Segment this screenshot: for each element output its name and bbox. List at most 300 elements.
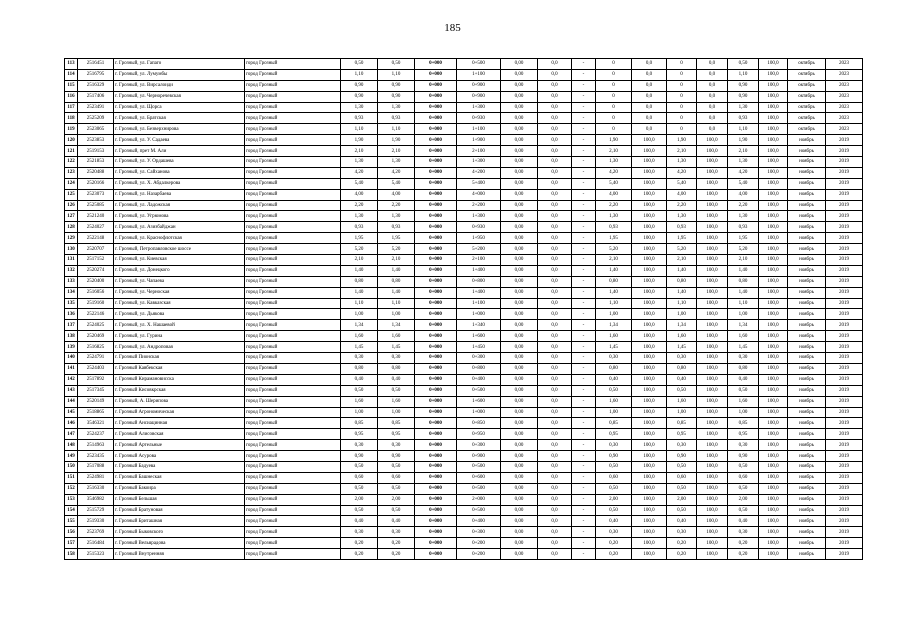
- cell-normative-pct: 100,0: [632, 255, 667, 266]
- cell-road-name: г. Грозный, ул. Азизбайджан: [114, 222, 245, 233]
- cell-normative-pct: 100,0: [632, 200, 667, 211]
- cell-start-km: 0+000: [415, 287, 457, 298]
- cell-locality: город Грозный: [245, 429, 341, 440]
- cell-month: ноябрь: [788, 342, 826, 353]
- cell-condition-pct: 100,0: [697, 516, 728, 527]
- cell-dash: -: [572, 211, 596, 222]
- cell-month: ноябрь: [788, 331, 826, 342]
- cell-year: 2019: [826, 472, 863, 483]
- cell-road-name: г. Грозный, ул. Черноская: [114, 287, 245, 298]
- table-row: [65, 124, 863, 135]
- cell-year: 2019: [826, 516, 863, 527]
- cell-condition-pct: 100,0: [697, 309, 728, 320]
- cell-normative-pct: 100,0: [632, 374, 667, 385]
- cell-dash: -: [572, 494, 596, 505]
- cell-road-id: 2516484: [78, 538, 114, 549]
- cell-road-id: 2520166: [78, 178, 114, 189]
- cell-regional-pct: 0,0: [538, 374, 572, 385]
- table-row: [65, 505, 863, 516]
- cell-row-index: 118: [65, 113, 78, 124]
- cell-length-total: 4,20: [341, 167, 378, 178]
- table-row: [65, 135, 863, 146]
- cell-end-km: 0+500: [457, 385, 501, 396]
- cell-normative-km: 0: [596, 91, 632, 102]
- cell-start-km: 0+000: [415, 505, 457, 516]
- cell-end-km: 0+900: [457, 80, 501, 91]
- table-row: [65, 233, 863, 244]
- cell-condition-km: 4,00: [667, 189, 697, 200]
- cell-regional-km: 0,00: [501, 233, 538, 244]
- cell-normative-km: 4,20: [596, 167, 632, 178]
- cell-normative-km: 1,34: [596, 320, 632, 331]
- cell-regional-pct: 0,0: [538, 549, 572, 560]
- cell-condition-pct: 100,0: [697, 200, 728, 211]
- cell-dash: -: [572, 80, 596, 91]
- cell-normative-pct: 100,0: [632, 472, 667, 483]
- cell-length-municipal: 0,30: [378, 440, 415, 451]
- table-row: [65, 342, 863, 353]
- cell-length-total: 1,90: [341, 135, 378, 146]
- cell-end-km: 0+200: [457, 538, 501, 549]
- cell-locality: город Грозный: [245, 483, 341, 494]
- cell-repair-pct: 100,0: [759, 233, 788, 244]
- cell-length-municipal: 0,80: [378, 276, 415, 287]
- cell-condition-pct: 100,0: [697, 331, 728, 342]
- cell-road-id: 2520469: [78, 331, 114, 342]
- cell-month: ноябрь: [788, 167, 826, 178]
- cell-normative-pct: 100,0: [632, 363, 667, 374]
- cell-start-km: 0+000: [415, 146, 457, 157]
- cell-normative-km: 1,60: [596, 331, 632, 342]
- cell-length-municipal: 0,30: [378, 527, 415, 538]
- cell-repair-pct: 100,0: [759, 407, 788, 418]
- cell-condition-pct: 100,0: [697, 157, 728, 168]
- cell-locality: город Грозный: [245, 200, 341, 211]
- cell-year: 2019: [826, 353, 863, 364]
- cell-month: октябрь: [788, 102, 826, 113]
- table-row: [65, 516, 863, 527]
- cell-end-km: 0+300: [457, 353, 501, 364]
- cell-road-name: г. Грозный, ул. Гурина: [114, 331, 245, 342]
- cell-month: ноябрь: [788, 298, 826, 309]
- cell-repair-km: 4,00: [728, 189, 759, 200]
- cell-condition-pct: 100,0: [697, 396, 728, 407]
- cell-regional-pct: 0,0: [538, 396, 572, 407]
- cell-start-km: 0+000: [415, 527, 457, 538]
- cell-regional-km: 0,00: [501, 167, 538, 178]
- cell-locality: город Грозный: [245, 353, 341, 364]
- cell-normative-km: 0,50: [596, 505, 632, 516]
- cell-regional-pct: 0,0: [538, 309, 572, 320]
- cell-row-index: 132: [65, 265, 78, 276]
- cell-road-name: г. Грозный Быковского: [114, 527, 245, 538]
- cell-normative-pct: 0,0: [632, 102, 667, 113]
- cell-condition-km: 0,60: [667, 472, 697, 483]
- cell-month: ноябрь: [788, 287, 826, 298]
- cell-length-municipal: 0,90: [378, 80, 415, 91]
- cell-length-municipal: 0,50: [378, 461, 415, 472]
- cell-month: октябрь: [788, 113, 826, 124]
- cell-year: 2019: [826, 440, 863, 451]
- cell-length-total: 0,40: [341, 516, 378, 527]
- cell-row-index: 127: [65, 211, 78, 222]
- cell-regional-km: 0,00: [501, 320, 538, 331]
- cell-end-km: 0+800: [457, 363, 501, 374]
- cell-condition-km: 0: [667, 124, 697, 135]
- table-row: [65, 59, 863, 70]
- cell-start-km: 0+000: [415, 407, 457, 418]
- cell-year: 2023: [826, 91, 863, 102]
- cell-regional-km: 0,00: [501, 331, 538, 342]
- table-row: [65, 472, 863, 483]
- cell-regional-km: 0,00: [501, 276, 538, 287]
- cell-start-km: 0+000: [415, 124, 457, 135]
- cell-road-name: г. Грозный, ул. Х. Нашаевой: [114, 320, 245, 331]
- cell-regional-pct: 0,0: [538, 429, 572, 440]
- cell-regional-km: 0,00: [501, 363, 538, 374]
- cell-length-municipal: 2,00: [378, 494, 415, 505]
- cell-repair-pct: 100,0: [759, 451, 788, 462]
- cell-road-name: г. Грозный, ул. Х. Абдалкерова: [114, 178, 245, 189]
- cell-road-name: г. Грозный, ул. Назарбаева: [114, 189, 245, 200]
- cell-month: ноябрь: [788, 135, 826, 146]
- table-row: [65, 331, 863, 342]
- cell-locality: город Грозный: [245, 222, 341, 233]
- cell-road-id: 2524403: [78, 363, 114, 374]
- cell-year: 2019: [826, 396, 863, 407]
- cell-length-municipal: 4,00: [378, 189, 415, 200]
- cell-dash: -: [572, 429, 596, 440]
- cell-normative-pct: 0,0: [632, 69, 667, 80]
- cell-regional-km: 0,00: [501, 124, 538, 135]
- cell-road-name: г. Грозный, ул. Кавказская: [114, 298, 245, 309]
- cell-locality: город Грозный: [245, 178, 341, 189]
- cell-repair-km: 0,60: [728, 472, 759, 483]
- cell-length-municipal: 0,40: [378, 374, 415, 385]
- cell-normative-pct: 0,0: [632, 124, 667, 135]
- cell-row-index: 123: [65, 167, 78, 178]
- cell-road-name: г. Грозный, ул. Сайханова: [114, 167, 245, 178]
- cell-repair-pct: 100,0: [759, 472, 788, 483]
- cell-repair-pct: 100,0: [759, 255, 788, 266]
- cell-end-km: 1+900: [457, 135, 501, 146]
- cell-end-km: 4+200: [457, 167, 501, 178]
- cell-repair-pct: 100,0: [759, 549, 788, 560]
- cell-normative-pct: 100,0: [632, 309, 667, 320]
- cell-year: 2019: [826, 211, 863, 222]
- cell-start-km: 0+000: [415, 353, 457, 364]
- cell-condition-km: 0: [667, 69, 697, 80]
- table-row: [65, 287, 863, 298]
- cell-road-id: 2524237: [78, 429, 114, 440]
- cell-road-name: г. Грозный Вельврадова: [114, 538, 245, 549]
- cell-locality: город Грозный: [245, 189, 341, 200]
- cell-regional-pct: 0,0: [538, 222, 572, 233]
- cell-repair-pct: 100,0: [759, 342, 788, 353]
- cell-condition-km: 1,30: [667, 157, 697, 168]
- cell-regional-pct: 0,0: [538, 385, 572, 396]
- table-row: [65, 146, 863, 157]
- cell-road-name: г. Грозный, ул. Братская: [114, 113, 245, 124]
- cell-row-index: 150: [65, 461, 78, 472]
- cell-year: 2019: [826, 429, 863, 440]
- cell-normative-pct: 100,0: [632, 135, 667, 146]
- cell-normative-pct: 100,0: [632, 244, 667, 255]
- cell-road-id: 2520274: [78, 265, 114, 276]
- cell-normative-km: 0,30: [596, 353, 632, 364]
- cell-start-km: 0+000: [415, 374, 457, 385]
- cell-start-km: 0+000: [415, 440, 457, 451]
- cell-regional-km: 0,00: [501, 429, 538, 440]
- cell-repair-km: 1,95: [728, 233, 759, 244]
- cell-repair-km: 4,20: [728, 167, 759, 178]
- cell-repair-pct: 100,0: [759, 276, 788, 287]
- cell-dash: -: [572, 472, 596, 483]
- cell-dash: -: [572, 331, 596, 342]
- cell-year: 2019: [826, 385, 863, 396]
- cell-repair-km: 1,90: [728, 135, 759, 146]
- cell-road-name: г. Грозный, ул. Безверхнирова: [114, 124, 245, 135]
- cell-dash: -: [572, 287, 596, 298]
- cell-locality: город Грозный: [245, 113, 341, 124]
- cell-start-km: 0+000: [415, 472, 457, 483]
- cell-locality: город Грозный: [245, 102, 341, 113]
- cell-regional-km: 0,00: [501, 418, 538, 429]
- cell-month: ноябрь: [788, 189, 826, 200]
- cell-regional-km: 0,00: [501, 353, 538, 364]
- cell-end-km: 0+900: [457, 91, 501, 102]
- cell-road-id: 2517406: [78, 91, 114, 102]
- cell-dash: -: [572, 146, 596, 157]
- cell-normative-pct: 100,0: [632, 178, 667, 189]
- cell-repair-pct: 100,0: [759, 440, 788, 451]
- cell-normative-pct: 100,0: [632, 146, 667, 157]
- cell-normative-pct: 100,0: [632, 157, 667, 168]
- cell-regional-pct: 0,0: [538, 276, 572, 287]
- cell-locality: город Грозный: [245, 157, 341, 168]
- cell-locality: город Грозный: [245, 505, 341, 516]
- cell-condition-pct: 100,0: [697, 189, 728, 200]
- cell-dash: -: [572, 461, 596, 472]
- cell-length-total: 0,50: [341, 483, 378, 494]
- cell-repair-km: 0,50: [728, 59, 759, 70]
- cell-length-total: 0,50: [341, 461, 378, 472]
- cell-repair-km: 0,95: [728, 429, 759, 440]
- cell-repair-km: 1,10: [728, 124, 759, 135]
- cell-length-total: 0,50: [341, 385, 378, 396]
- cell-start-km: 0+000: [415, 233, 457, 244]
- cell-road-name: г. Грозный Бадуева: [114, 461, 245, 472]
- cell-regional-km: 0,00: [501, 516, 538, 527]
- cell-locality: город Грозный: [245, 538, 341, 549]
- cell-normative-pct: 100,0: [632, 298, 667, 309]
- cell-month: ноябрь: [788, 276, 826, 287]
- cell-dash: -: [572, 233, 596, 244]
- cell-road-id: 2517088: [78, 461, 114, 472]
- cell-length-total: 1,40: [341, 287, 378, 298]
- cell-road-name: г. Грозный Внутренняя: [114, 549, 245, 560]
- cell-condition-km: 1,45: [667, 342, 697, 353]
- cell-repair-pct: 100,0: [759, 59, 788, 70]
- cell-repair-km: 5,20: [728, 244, 759, 255]
- cell-regional-pct: 0,0: [538, 255, 572, 266]
- table-row: [65, 418, 863, 429]
- cell-condition-pct: 100,0: [697, 320, 728, 331]
- cell-regional-pct: 0,0: [538, 189, 572, 200]
- cell-regional-pct: 0,0: [538, 167, 572, 178]
- cell-road-id: 2525085: [78, 200, 114, 211]
- cell-row-index: 114: [65, 69, 78, 80]
- cell-normative-pct: 100,0: [632, 505, 667, 516]
- cell-condition-km: 1,95: [667, 233, 697, 244]
- cell-normative-km: 4,00: [596, 189, 632, 200]
- cell-condition-pct: 100,0: [697, 483, 728, 494]
- table-row: [65, 255, 863, 266]
- table-row: [65, 69, 863, 80]
- cell-row-index: 141: [65, 363, 78, 374]
- cell-road-id: 2523853: [78, 135, 114, 146]
- cell-regional-pct: 0,0: [538, 211, 572, 222]
- cell-normative-pct: 100,0: [632, 396, 667, 407]
- cell-condition-km: 1,60: [667, 331, 697, 342]
- cell-dash: -: [572, 124, 596, 135]
- table-row: [65, 91, 863, 102]
- cell-year: 2019: [826, 255, 863, 266]
- cell-locality: город Грозный: [245, 135, 341, 146]
- cell-start-km: 0+000: [415, 102, 457, 113]
- cell-row-index: 143: [65, 385, 78, 396]
- cell-start-km: 0+000: [415, 265, 457, 276]
- cell-row-index: 135: [65, 298, 78, 309]
- cell-repair-km: 1,00: [728, 309, 759, 320]
- cell-year: 2019: [826, 189, 863, 200]
- cell-end-km: 0+400: [457, 374, 501, 385]
- cell-road-id: 2519153: [78, 146, 114, 157]
- cell-normative-km: 0,60: [596, 472, 632, 483]
- cell-repair-km: 0,50: [728, 385, 759, 396]
- cell-end-km: 4+000: [457, 189, 501, 200]
- cell-end-km: 0+950: [457, 429, 501, 440]
- cell-normative-km: 1,40: [596, 287, 632, 298]
- cell-locality: город Грозный: [245, 461, 341, 472]
- cell-start-km: 0+000: [415, 178, 457, 189]
- cell-length-total: 0,20: [341, 538, 378, 549]
- cell-condition-km: 0,40: [667, 516, 697, 527]
- cell-year: 2019: [826, 418, 863, 429]
- cell-length-total: 0,40: [341, 374, 378, 385]
- cell-normative-km: 0: [596, 69, 632, 80]
- cell-end-km: 1+400: [457, 287, 501, 298]
- cell-start-km: 0+000: [415, 331, 457, 342]
- cell-regional-pct: 0,0: [538, 527, 572, 538]
- cell-start-km: 0+000: [415, 91, 457, 102]
- cell-start-km: 0+000: [415, 200, 457, 211]
- cell-length-total: 2,10: [341, 255, 378, 266]
- cell-regional-km: 0,00: [501, 494, 538, 505]
- cell-road-id: 2517152: [78, 255, 114, 266]
- cell-end-km: 0+500: [457, 59, 501, 70]
- cell-regional-km: 0,00: [501, 135, 538, 146]
- cell-year: 2019: [826, 407, 863, 418]
- cell-length-municipal: 1,34: [378, 320, 415, 331]
- cell-repair-pct: 100,0: [759, 331, 788, 342]
- cell-locality: город Грозный: [245, 69, 341, 80]
- cell-dash: -: [572, 320, 596, 331]
- cell-repair-pct: 100,0: [759, 516, 788, 527]
- cell-road-id: 2516056: [78, 287, 114, 298]
- cell-road-id: 2524981: [78, 472, 114, 483]
- cell-repair-pct: 100,0: [759, 505, 788, 516]
- cell-normative-km: 1,40: [596, 265, 632, 276]
- cell-normative-km: 0: [596, 80, 632, 91]
- cell-regional-km: 0,00: [501, 59, 538, 70]
- cell-repair-pct: 100,0: [759, 146, 788, 157]
- cell-month: ноябрь: [788, 222, 826, 233]
- cell-month: ноябрь: [788, 461, 826, 472]
- cell-length-municipal: 0,85: [378, 418, 415, 429]
- cell-normative-km: 0,95: [596, 429, 632, 440]
- cell-regional-pct: 0,0: [538, 102, 572, 113]
- cell-month: октябрь: [788, 91, 826, 102]
- cell-condition-pct: 0,0: [697, 91, 728, 102]
- cell-start-km: 0+000: [415, 342, 457, 353]
- cell-road-id: 2520707: [78, 244, 114, 255]
- cell-year: 2019: [826, 178, 863, 189]
- cell-regional-pct: 0,0: [538, 124, 572, 135]
- cell-normative-km: 0,90: [596, 451, 632, 462]
- cell-length-municipal: 0,40: [378, 516, 415, 527]
- cell-road-name: г. Грозный Алисовская: [114, 429, 245, 440]
- cell-repair-km: 2,00: [728, 494, 759, 505]
- cell-length-total: 1,00: [341, 309, 378, 320]
- cell-row-index: 115: [65, 80, 78, 91]
- cell-length-municipal: 0,80: [378, 363, 415, 374]
- cell-normative-km: 2,00: [596, 494, 632, 505]
- cell-start-km: 0+000: [415, 418, 457, 429]
- cell-row-index: 122: [65, 157, 78, 168]
- cell-end-km: 1+300: [457, 102, 501, 113]
- cell-locality: город Грозный: [245, 91, 341, 102]
- cell-normative-pct: 100,0: [632, 451, 667, 462]
- cell-locality: город Грозный: [245, 516, 341, 527]
- cell-repair-km: 1,30: [728, 211, 759, 222]
- cell-length-total: 1,30: [341, 157, 378, 168]
- cell-end-km: 1+340: [457, 320, 501, 331]
- cell-length-municipal: 1,30: [378, 157, 415, 168]
- cell-normative-pct: 100,0: [632, 320, 667, 331]
- cell-condition-pct: 0,0: [697, 59, 728, 70]
- cell-road-name: г. Грозный Бакоира: [114, 483, 245, 494]
- cell-length-municipal: 0,20: [378, 549, 415, 560]
- cell-road-id: 2516330: [78, 483, 114, 494]
- cell-regional-km: 0,00: [501, 451, 538, 462]
- cell-road-name: г. Грозный, ул. У. Садаева: [114, 135, 245, 146]
- cell-length-municipal: 2,10: [378, 146, 415, 157]
- cell-length-total: 1,60: [341, 331, 378, 342]
- cell-condition-km: 0,80: [667, 363, 697, 374]
- cell-road-name: г. Грозный Пионская: [114, 353, 245, 364]
- cell-length-total: 2,00: [341, 494, 378, 505]
- cell-length-municipal: 0,93: [378, 222, 415, 233]
- table-row: [65, 80, 863, 91]
- table-row: [65, 167, 863, 178]
- cell-road-name: г. Грозный, ул. Андроповая: [114, 342, 245, 353]
- cell-end-km: 1+600: [457, 331, 501, 342]
- cell-length-total: 0,50: [341, 59, 378, 70]
- cell-start-km: 0+000: [415, 516, 457, 527]
- cell-repair-pct: 100,0: [759, 211, 788, 222]
- cell-month: ноябрь: [788, 505, 826, 516]
